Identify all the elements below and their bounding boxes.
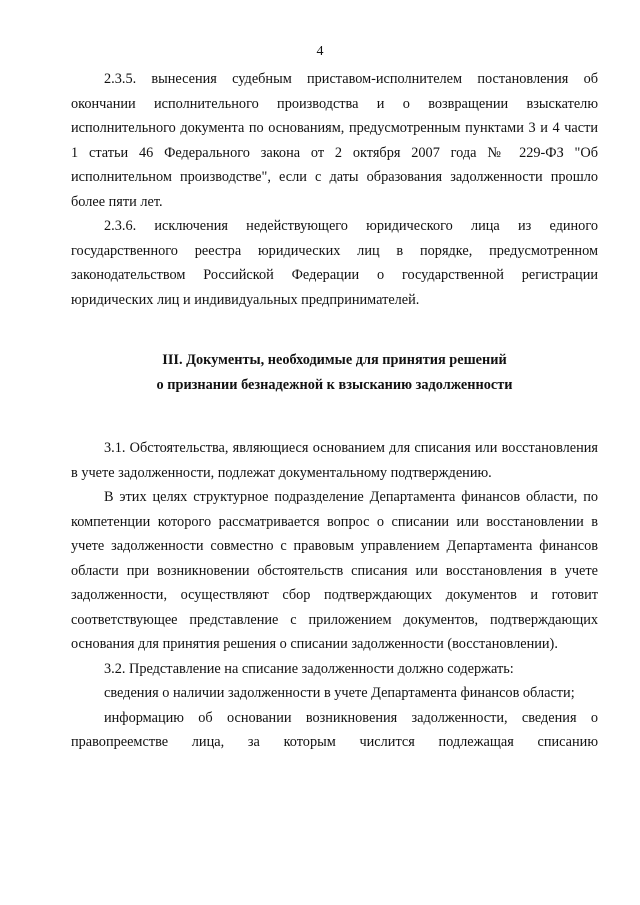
paragraph-debt-basis: информацию об основании возникновения задолженности, сведения о правопреемстве лица, за которым числится подлежащая списанию [71,709,598,750]
document-body [71,67,598,755]
section-heading [71,348,598,398]
paragraph-3-1: 3.1. Обстоятельства, являющиеся основанием для списания или восстановления в учете задолженности, подлежат документальному подтверждению. [71,440,598,481]
paragraph-3-2: 3.2. Представление на списание задолженности должно содержать: [104,660,514,677]
paragraph-debt-info: сведения о наличии задолженности в учете Департамента финансов области; [104,685,575,701]
paragraph-purpose: В этих целях структурное подразделение Департамента финансов области, по компетенции которого рассматривается вопрос о списании или восстановлении в учете задолженности совместно с правовым управлением Департамента финансов области при возникновении обстоятельств списания или восстановления в учете задолженности, осуществляют сбор подтверждающих документов и готовит соответствующее представление с приложением документов, подтверждающих основания для принятия решения о списании задолженности (восстановлении). [71,489,598,652]
section-heading-line-1: III. Документы, необходимые для принятия решений [162,352,507,368]
page-number: 4 [316,44,324,59]
paragraph-2-3-6: 2.3.6. исключения недействующего юридического лица из единого государственного реестра юридических лиц в порядке, предусмотренном законодательством Российской Федерации о государственной регистрации юридических лиц и индивидуальных предпринимателей. [71,218,598,308]
paragraph-2-3-5: 2.3.5. вынесения судебным приставом-исполнителем постановления об окончании исполнительного производства и о возвращении взыскателю исполнительного документа по основаниям, предусмотренным пунктами 3 и 4 части 1 статьи 46 Федерального закона от 2 октября 2007 года № 229-ФЗ "Об исполнительном производстве", если с даты образования задолженности прошло более пяти лет. [71,71,598,210]
section-heading-line-2: о признании безнадежной к взысканию задолженности [156,377,513,393]
